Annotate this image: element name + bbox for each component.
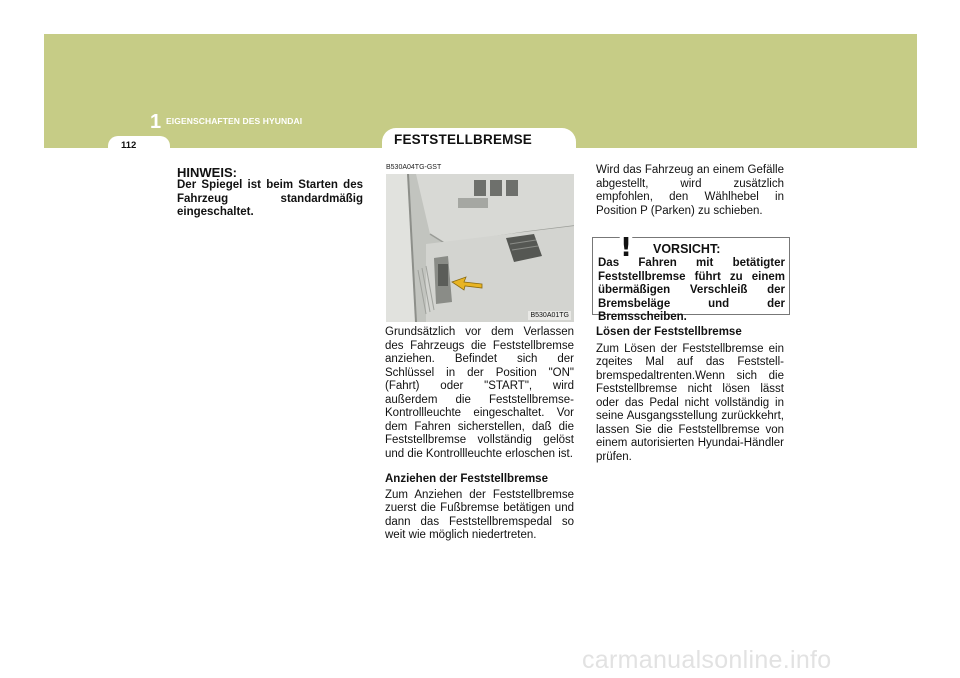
- svg-text:!: !: [620, 233, 632, 260]
- figure-code: B530A04TG-GST: [386, 164, 442, 171]
- caution-box: [592, 233, 790, 323]
- caution-title: VORSICHT:: [653, 242, 721, 256]
- page-number: 112: [121, 140, 137, 151]
- release-section: [596, 326, 784, 476]
- intro-paragraph: Grundsätzlich vor dem Verlassen des Fahrzeugs die Feststellbremse anziehen. Befindet sich der Schlüssel in der Position "ON" (Fahrt) oder "START", wird außerdem die Feststellbremse-Kontrollleuchte eingeschaltet. Vor dem Fahren sicherstellen, daß die Feststellbremse vollständig gelöst und die Kontrollleuchte erloschen ist.: [385, 326, 574, 460]
- watermark: carmanualsonline.info: [582, 646, 832, 674]
- caution-body: Das Fahren mit betätigter Feststellbremse führt zu einem übermäßigen Verschleiß der Bremsbeläge und der Bremsscheiben.: [598, 257, 785, 323]
- note-title: HINWEIS:: [177, 165, 237, 180]
- slope-paragraph: Wird das Fahrzeug an einem Gefälle abgestellt, wird zusätzlich empfohlen, den Wählhebel in Position P (Parken) zu schieben.: [596, 164, 784, 217]
- chapter-number: 1: [150, 111, 162, 133]
- middle-column: [385, 326, 574, 555]
- figure-label: B530A01TG: [530, 312, 569, 319]
- release-paragraph: Zum Lösen der Feststellbremse ein zqeites Mal auf das Feststell-bremspedaltrenten.Wenn sich die Feststellbremse nicht lösen lässt oder das Pedal nicht vollständig in seine Ausgangsstellung zurückkehrt, lassen Sie die Feststellbremse von einem autorisierten Hyundai-Händler prüfen.: [596, 342, 784, 463]
- section-title: FESTSTELLBREMSE: [394, 132, 533, 147]
- note-body: Der Spiegel ist beim Starten des Fahrzeug standardmäßig eingeschaltet.: [177, 179, 363, 218]
- apply-heading: Anziehen der Feststellbremse: [385, 473, 548, 485]
- page-number-tab: [108, 136, 170, 156]
- warning-triangle-icon: [606, 226, 646, 260]
- parking-brake-photo: [386, 174, 574, 322]
- parking-brake-illustration: [386, 174, 574, 322]
- apply-paragraph: Zum Anziehen der Feststellbremse zuerst die Fußbremse betätigen und dann das Feststellbremspedal so weit wie möglich niedertreten.: [385, 488, 574, 541]
- chapter-title: EIGENSCHAFTEN DES HYUNDAI: [166, 116, 303, 126]
- release-heading: Lösen der Feststellbremse: [596, 326, 742, 338]
